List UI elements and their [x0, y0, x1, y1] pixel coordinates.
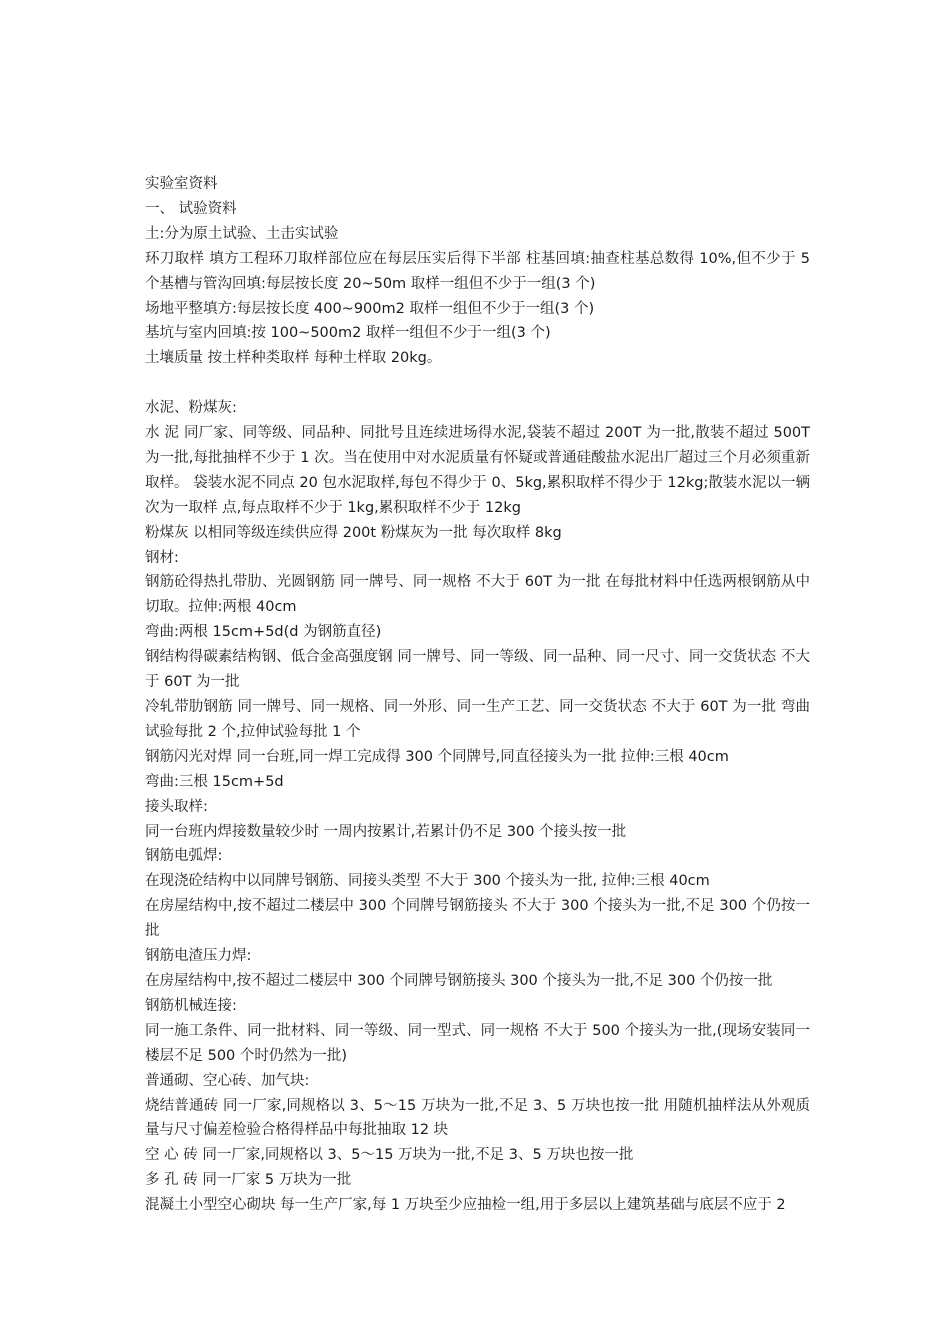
- text-line: 在房屋结构中,按不超过二楼层中 300 个同牌号钢筋接头 300 个接头为一批,不足 300 个仍按一批: [145, 972, 773, 989]
- text-line: 钢结构得碳素结构钢、低合金高强度钢 同一牌号、同一等级、同一品种、同一尺寸、同一交货状态 不大于 60T 为一批: [145, 649, 810, 691]
- subheading: 水泥、粉煤灰:: [145, 400, 237, 417]
- text-line: 水 泥 同厂家、同等级、同品种、同批号且连续进场得水泥,袋装不超过 200T 为一批,散装不超过 500T 为一批,每批抽样不少于 1 次。当在使用中对水泥质量有怀疑或普通硅酸盐水泥出厂超过三个月必须重新取样。 袋装水泥不同点 20 包水泥取样,每包不得少于 0、5kg,累积取样不得少于 12kg;散装水泥以一辆次为一取样 点,每点取样不少于 1kg,累积取样不少于 12kg: [145, 425, 815, 516]
- blank-line: [145, 371, 810, 396]
- text-line: 同一施工条件、同一批材料、同一等级、同一型式、同一规格 不大于 500 个接头为一批,(现场安装同一楼层不足 500 个时仍然为一批): [145, 1022, 810, 1064]
- text-line: 烧结普通砖 同一厂家,同规格以 3、5～15 万块为一批,不足 3、5 万块也按一批 用随机抽样法从外观质量与尺寸偏差检验合格得样品中每批抽取 12 块: [145, 1097, 810, 1139]
- section-heading: 一、 试验资料: [145, 200, 237, 217]
- text-line: 钢筋砼得热扎带肋、光圆钢筋 同一牌号、同一规格 不大于 60T 为一批 在每批材料中任选两根钢筋从中切取。拉伸:两根 40cm: [145, 574, 810, 616]
- text-line: 空 心 砖 同一厂家,同规格以 3、5～15 万块为一批,不足 3、5 万块也按一批: [145, 1147, 634, 1164]
- text-line: 弯曲:两根 15cm+5d(d 为钢筋直径): [145, 624, 382, 641]
- subheading: 普通砌、空心砖、加气块:: [145, 1072, 310, 1089]
- text-line: 弯曲:三根 15cm+5d: [145, 773, 284, 790]
- text-line: 土:分为原土试验、土击实试验: [145, 225, 339, 242]
- text-line: 土壤质量 按土样种类取样 每种土样取 20kg。: [145, 350, 442, 367]
- doc-title: 实验室资料: [145, 176, 218, 192]
- document-body: [145, 172, 815, 1218]
- text-line: 粉煤灰 以相同等级连续供应得 200t 粉煤灰为一批 每次取样 8kg: [145, 524, 562, 541]
- text-line: 在现浇砼结构中以同牌号钢筋、同接头类型 不大于 300 个接头为一批, 拉伸:三根 40cm: [145, 873, 710, 890]
- subheading: 钢材:: [145, 549, 179, 566]
- text-line: 在房屋结构中,按不超过二楼层中 300 个同牌号钢筋接头 不大于 300 个接头为一批,不足 300 个仍按一批: [145, 898, 810, 940]
- subheading: 接头取样:: [145, 798, 208, 815]
- text-line: 冷轧带肋钢筋 同一牌号、同一规格、同一外形、同一生产工艺、同一交货状态 不大于 60T 为一批 弯曲试验每批 2 个,拉伸试验每批 1 个: [145, 699, 810, 740]
- subheading: 钢筋机械连接:: [145, 997, 237, 1014]
- text-line: 基坑与室内回填:按 100~500m2 取样一组但不少于一组(3 个): [145, 325, 551, 342]
- text-line: 场地平整填方:每层按长度 400~900m2 取样一组但不少于一组(3 个): [145, 300, 595, 317]
- subheading: 钢筋电弧焊:: [145, 848, 223, 865]
- text-line: 多 孔 砖 同一厂家 5 万块为一批: [145, 1172, 352, 1189]
- subheading: 钢筋电渣压力焊:: [145, 948, 252, 965]
- text-line: 同一台班内焊接数量较少时 一周内按累计,若累计仍不足 300 个接头按一批: [145, 823, 627, 840]
- text-line: 混凝土小型空心砌块 每一生产厂家,每 1 万块至少应抽检一组,用于多层以上建筑基础与底层不应于 2: [145, 1197, 786, 1214]
- text-line: 环刀取样 填方工程环刀取样部位应在每层压实后得下半部 柱基回填:抽查柱基总数得 10%,但不少于 5 个基槽与管沟回填:每层按长度 20~50m 取样一组但不少于一组(3 个): [145, 250, 815, 292]
- text-line: 钢筋闪光对焊 同一台班,同一焊工完成得 300 个同牌号,同直径接头为一批 拉伸:三根 40cm: [145, 748, 729, 765]
